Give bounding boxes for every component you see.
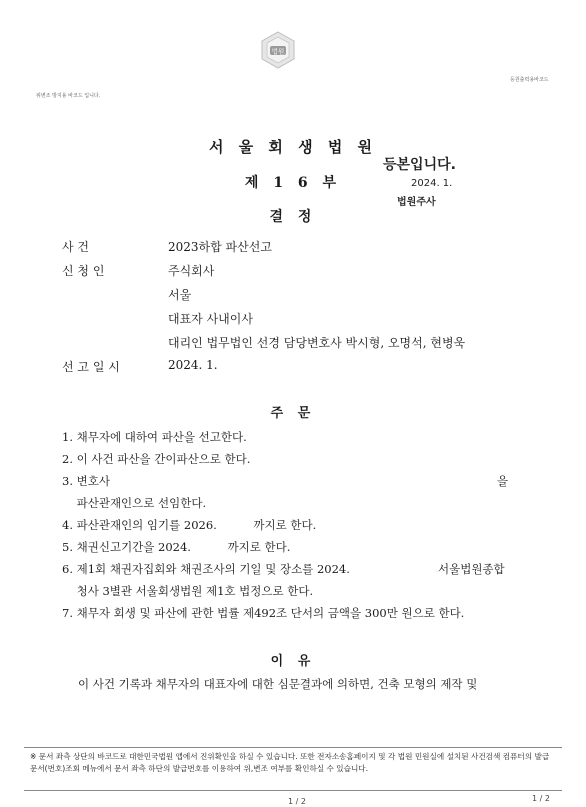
applicant-representative: 대표자 사내이사 [168, 312, 253, 326]
order-heading: 주 문 [270, 406, 316, 421]
applicant-address: 서울 [168, 288, 192, 302]
case-label: 사 건 [62, 240, 89, 254]
order-item-4: 4. 파산관재인의 임기를 2026. 까지로 한다. [62, 518, 317, 532]
reason-text: 이 사건 기록과 채무자의 대표자에 대한 심문결과에 의하면, 건축 모형의 제작 및 [78, 677, 478, 691]
applicant-attorney: 대리인 법무법인 선경 담당변호사 박시형, 오명석, 현병욱 [168, 336, 466, 350]
certification-text: 등본입니다. [383, 157, 456, 173]
anti-forgery-note: 위변조 방지용 바코드 입니다. [36, 93, 101, 99]
order-item-3-tail: 을 [497, 474, 509, 488]
applicant-label: 신 청 인 [62, 264, 105, 278]
order-item-7: 7. 채무자 회생 및 파산에 관한 법률 제492조 단서의 금액을 300만 원으로 한다. [62, 606, 465, 620]
order-item-1: 1. 채무자에 대하여 파산을 선고한다. [62, 430, 247, 444]
reason-heading: 이 유 [270, 654, 316, 669]
division: 제 1 6 부 [244, 175, 342, 191]
certification-officer: 법원주사 [397, 197, 436, 208]
decision-date-value: 2024. 1. [168, 358, 218, 372]
svg-text:법원: 법원 [271, 47, 285, 56]
order-item-2: 2. 이 사건 파산을 간이파산으로 한다. [62, 452, 251, 466]
decision-date-label: 선 고 일 시 [62, 360, 120, 374]
order-item-3: 3. 변호사 [62, 474, 110, 488]
verification-notice: ※ 문서 좌측 상단의 바코드로 대한민국법원 앱에서 진위확인을 하실 수 있습니다. 또한 전자소송홈페이지 및 각 법원 민원실에 설치된 사건검색 컴퓨터의 발급문서(번호)조회 메뉴에서 문서 좌측 하단의 발급번호를 이용하여 위,변조 여부를 확인하실 수 있습니다. [24, 747, 562, 791]
barcode-note: 등원출력용바코드 [510, 77, 549, 83]
court-name: 서 울 회 생 법 원 [208, 138, 378, 156]
order-item-3-continued: 파산관재인으로 선임한다. [62, 496, 207, 510]
order-item-6: 6. 제1회 채권자집회와 채권조사의 기일 및 장소를 2024. [62, 562, 350, 576]
order-item-6-tail: 서울법원종합 [438, 562, 505, 576]
order-item-5: 5. 채권신고기간을 2024. 까지로 한다. [62, 540, 291, 554]
order-item-6-continued: 청사 3별관 서울회생법원 제1호 법정으로 한다. [62, 584, 314, 598]
case-value: 2023하합 파산선고 [168, 240, 272, 254]
applicant-name: 주식회사 [168, 264, 215, 278]
court-emblem-icon [258, 30, 298, 70]
document-type: 결 정 [269, 209, 317, 225]
certification-date: 2024. 1. [411, 178, 453, 189]
page-number: 1 / 2 [288, 797, 306, 806]
page-number-right: 1 / 2 [532, 794, 550, 803]
